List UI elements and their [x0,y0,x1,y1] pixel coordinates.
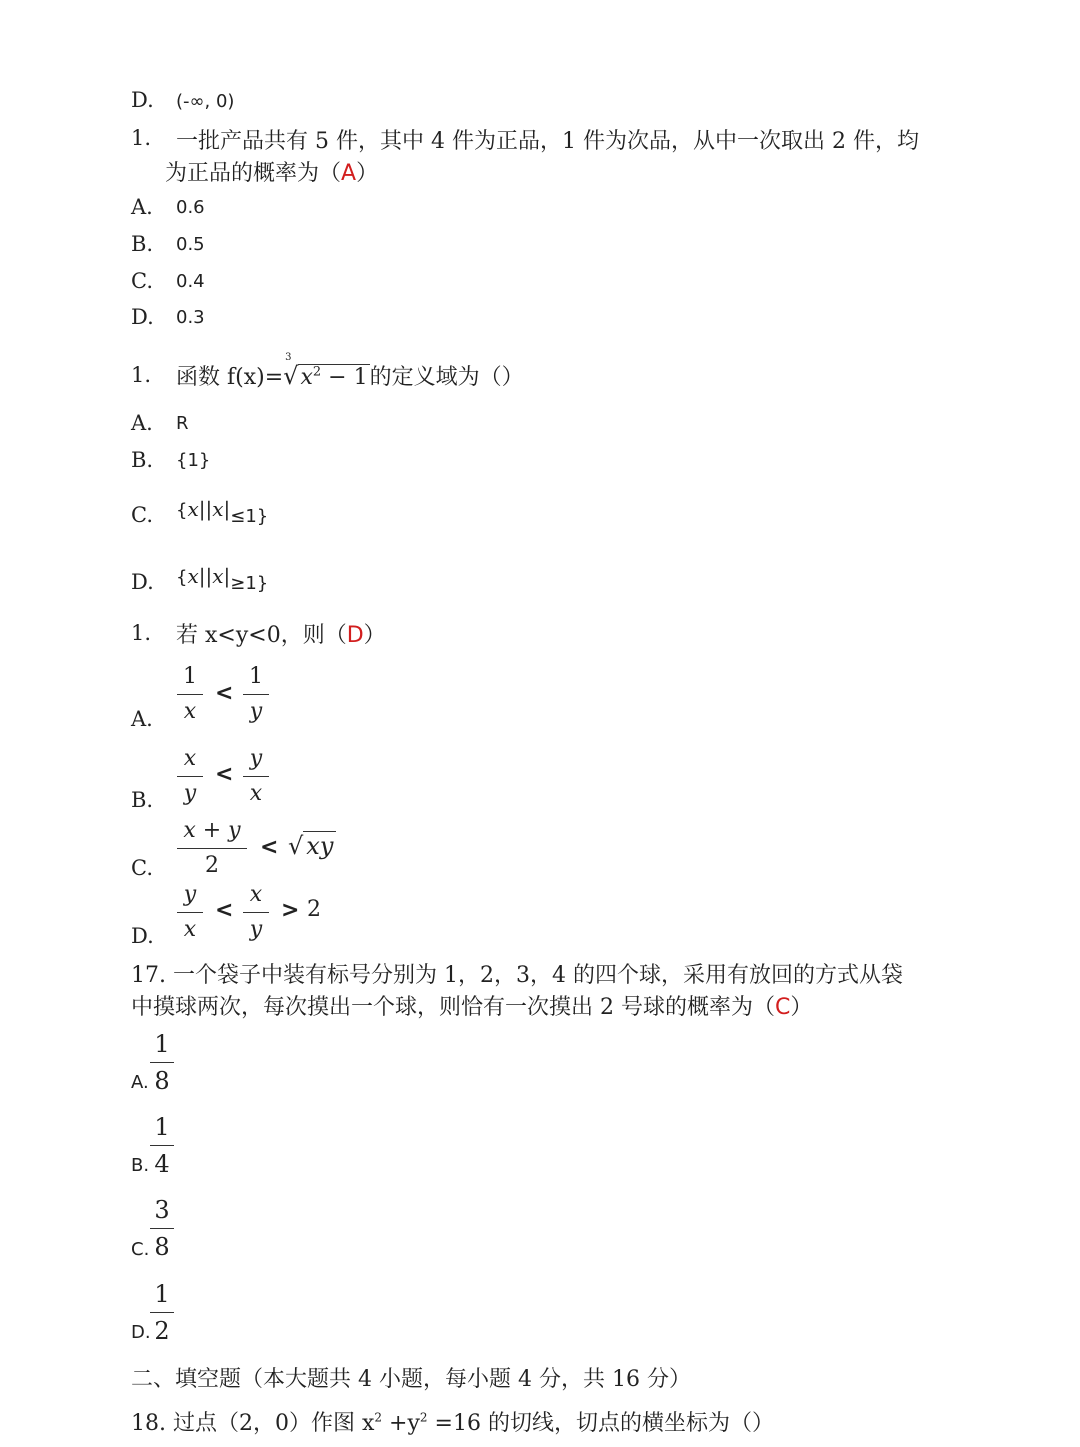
square-root [288,832,336,860]
fraction-bar [150,1062,174,1063]
option-label: A. [131,707,153,731]
denominator: 8 [154,1067,170,1095]
option-label: C. [131,856,153,880]
greater-than-sign: > [281,898,300,923]
radicand-rest: − 1 [321,365,368,390]
option-text: 0.6 [176,197,205,218]
option-text: 0.5 [176,234,205,255]
less-than-sign: < [215,681,234,706]
question-text-main: 若 x<y<0，则（ [176,623,347,648]
section-heading: 二、填空题（本大题共 4 小题，每小题 4 分，共 16 分） [131,1367,691,1392]
fraction-bar [150,1145,174,1146]
denominator: x [183,917,197,942]
question-text [131,1406,774,1437]
answer-letter: C [775,995,791,1020]
fraction [243,882,269,943]
denominator: x [183,699,197,724]
numerator: x [249,882,263,907]
set-var: x [187,564,199,588]
radicand-exp: 2 [312,364,322,380]
question-text-end: ） [363,623,386,648]
set-condition: ≥1} [230,573,269,594]
fraction [150,1113,174,1178]
fraction-bar [150,1312,174,1313]
option-label: B. [131,448,154,472]
option-label: C. [131,269,153,293]
option-label: D. [131,1322,151,1343]
option-set-expression [176,564,269,594]
fraction-bar [177,776,203,777]
superscript: 2 [419,1410,428,1425]
question-text: 中摸球两次，每次摸出一个球，则恰有一次摸出 2 号球的概率为（ [131,995,775,1020]
option-label: A. [131,411,153,435]
option-label: A. [131,1072,149,1093]
option-label: C. [131,503,153,527]
cube-root [283,352,369,390]
question-text-line1: 17. 一个袋子中装有标号分别为 1，2，3，4 的四个球，采用有放回的方式从袋 [131,963,903,988]
radicand [298,364,369,390]
denominator: y [183,781,197,806]
option-label: D. [131,924,154,948]
denominator: y [249,699,263,724]
denominator: x [249,781,263,806]
numerator: 1 [154,1280,170,1308]
fraction [243,664,269,725]
fraction [177,664,203,725]
numerator: x [183,746,197,771]
question-number: 1. [131,126,152,150]
less-than-sign: < [260,835,279,860]
numerator: 1 [249,664,263,689]
set-open: { [176,500,188,521]
question-prefix: 18. 过点（2，0）作图 x [131,1411,375,1436]
less-than-sign: < [215,898,234,923]
question-prefix: 函数 f(x)= [176,365,284,390]
numerator: x + y [183,818,241,843]
denominator: 2 [205,853,219,878]
set-var: x [187,497,199,521]
fraction-bar [243,694,269,695]
option-label: D. [131,305,154,329]
set-bar: || [198,564,213,588]
set-abs: | [223,497,231,521]
question-text-end: ） [790,995,813,1020]
option-label: B. [131,1155,150,1176]
radical-sign: √ [283,362,299,390]
numerator: 3 [154,1196,170,1224]
option-label: B. [131,232,154,256]
fraction-bar [150,1228,174,1229]
option-text: {1} [176,450,211,471]
fraction-bar [243,776,269,777]
radical-sign: √ [288,832,304,860]
radicand-var: x [300,365,313,390]
set-var: x [212,564,224,588]
option-label: B. [131,788,154,812]
rhs-value: 2 [307,897,321,922]
fraction-bar [243,912,269,913]
question-suffix: =16 的切线，切点的横坐标为（） [427,1411,774,1436]
numerator: y [183,882,197,907]
numerator: 1 [154,1113,170,1141]
denominator: 2 [154,1317,170,1345]
less-than-sign: < [215,762,234,787]
question-text-line2 [165,156,378,187]
superscript: 2 [374,1410,383,1425]
option-text: (-∞, 0) [176,91,235,112]
question-suffix: 的定义域为（） [369,365,524,390]
question-text-line1: 一批产品共有 5 件，其中 4 件为正品，1 件为次品，从中一次取出 2 件，均 [176,129,919,154]
set-open: { [176,567,188,588]
set-var: x [212,497,224,521]
question-text-line2 [131,990,812,1021]
option-label: D. [131,88,154,112]
answer-letter: D [346,623,364,648]
option-text: 0.4 [176,271,205,292]
fraction [150,1196,174,1261]
denominator: 8 [154,1233,170,1261]
numerator: 1 [154,1030,170,1058]
option-label: C. [131,1239,150,1260]
question-text [176,352,524,391]
denominator: y [249,917,263,942]
denominator: 4 [154,1150,170,1178]
fraction-bar [177,694,203,695]
fraction [150,1030,174,1095]
numerator: 1 [183,664,197,689]
fraction [177,746,203,807]
question-text: 为正品的概率为（ [165,161,342,186]
option-label: A. [131,195,153,219]
set-abs: | [223,564,231,588]
question-mid: +y [382,1411,420,1436]
fraction-bar [177,848,247,849]
option-set-expression [176,497,269,527]
radicand: xy [303,831,336,860]
set-bar: || [198,497,213,521]
set-condition: ≤1} [230,506,269,527]
question-text [176,618,386,649]
option-text: R [176,413,189,434]
question-text-end: ） [356,161,379,186]
fraction [243,746,269,807]
fraction [177,882,203,943]
option-label: D. [131,570,154,594]
question-number: 1. [131,621,152,645]
option-text: 0.3 [176,307,205,328]
question-number: 1. [131,363,152,387]
root-index: 3 [285,352,292,363]
fraction-bar [177,912,203,913]
fraction [150,1280,174,1345]
numerator: y [249,746,263,771]
answer-letter: A [341,161,357,186]
fraction [177,818,247,879]
